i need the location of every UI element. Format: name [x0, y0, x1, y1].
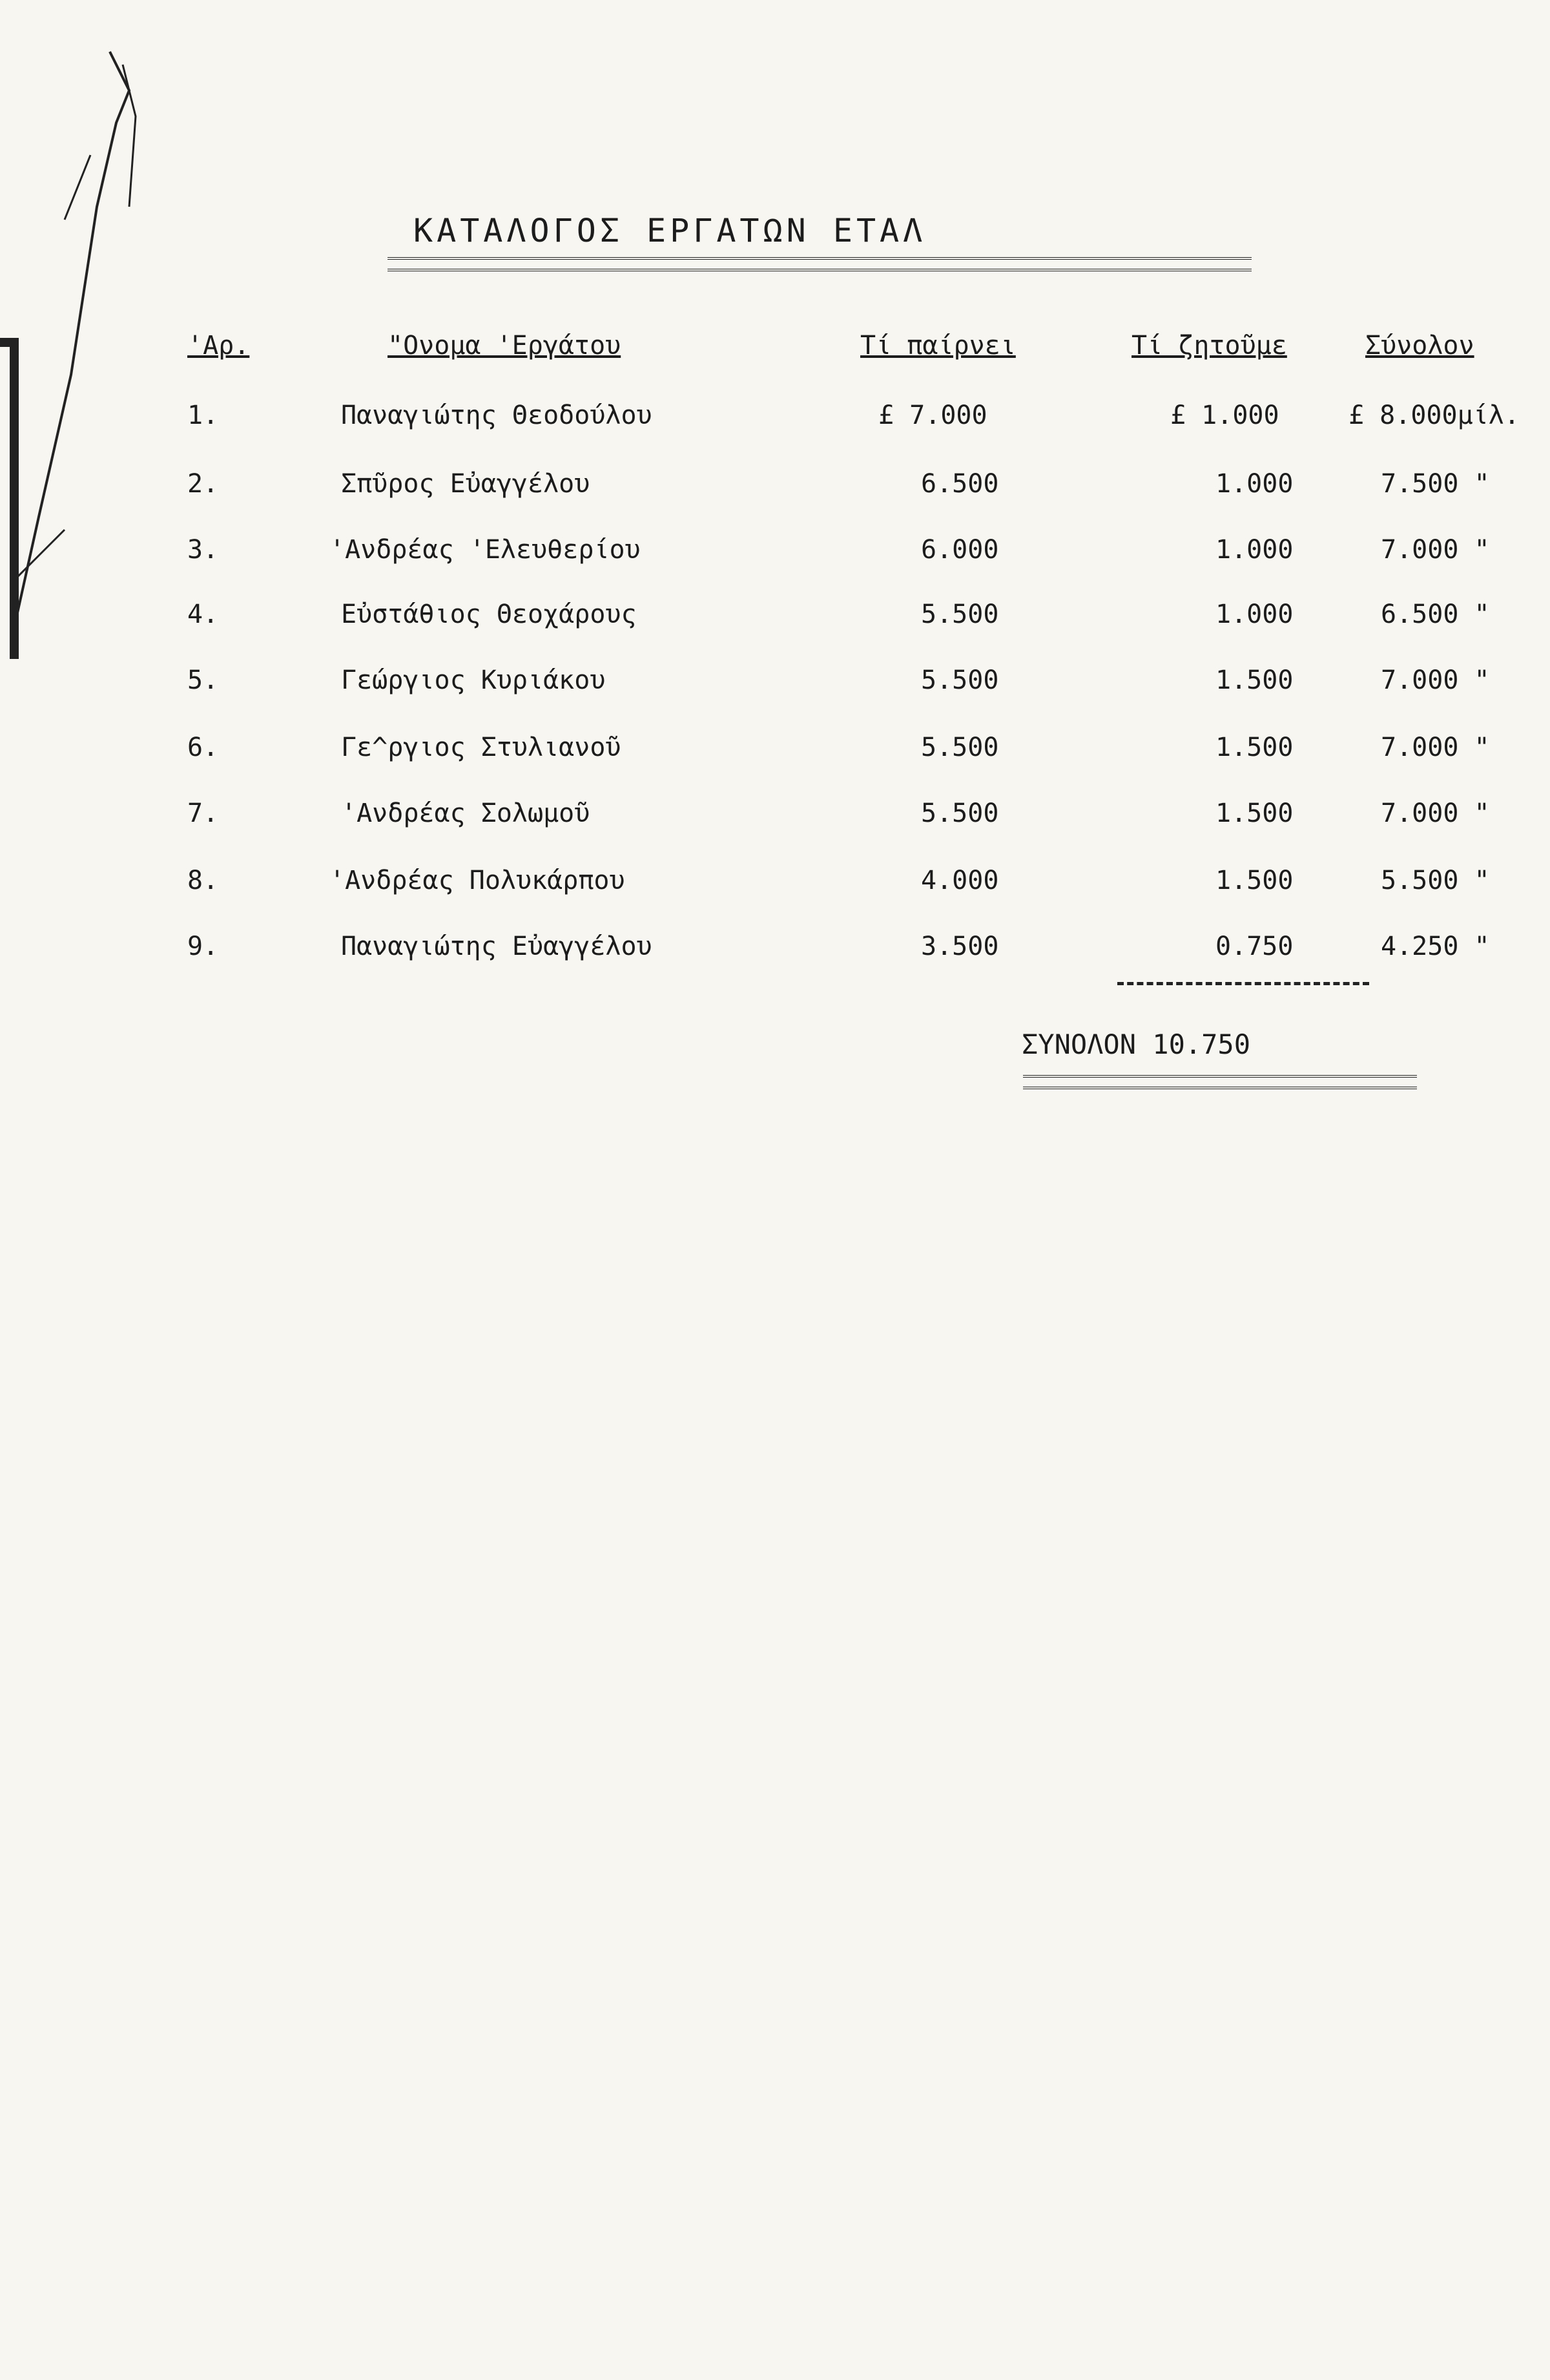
- row-number: 2.: [187, 469, 219, 499]
- row-number: 5.: [187, 665, 219, 695]
- earns-amount: 5.500: [921, 733, 999, 762]
- total-amount: 7.500 ": [1381, 469, 1490, 499]
- asks-amount: 1.000: [1215, 469, 1294, 499]
- asks-amount: 1.500: [1215, 665, 1294, 695]
- row-number: 1.: [187, 401, 219, 430]
- table-row: [0, 600, 1550, 638]
- row-number: 7.: [187, 799, 219, 828]
- table-row: [0, 665, 1550, 704]
- worker-name: 'Ανδρέας Πολυκάρπου: [329, 866, 625, 895]
- asks-amount: 0.750: [1215, 932, 1294, 961]
- earns-amount: £ 7.000: [878, 401, 987, 430]
- row-number: 4.: [187, 600, 219, 629]
- asks-amount: 1.500: [1215, 799, 1294, 828]
- worker-name: 'Ανδρέας 'Ελευθερίου: [329, 535, 641, 565]
- table-row: [0, 932, 1550, 970]
- table-row: [0, 799, 1550, 837]
- earns-amount: 5.500: [921, 799, 999, 828]
- asks-amount: £ 1.000: [1170, 401, 1279, 430]
- document-title: ΚΑΤΑΛΟΓΟΣ ΕΡΓΑΤΩΝ ΕΤΑΛ: [413, 212, 927, 249]
- row-number: 9.: [187, 932, 219, 961]
- total-amount: 6.500 ": [1381, 600, 1490, 629]
- asks-amount: 1.500: [1215, 866, 1294, 895]
- total-amount: 7.000 ": [1381, 535, 1490, 565]
- worker-name: Παναγιώτης Θεοδούλου: [341, 401, 652, 430]
- table-row: [0, 733, 1550, 771]
- worker-name: Γεώργιος Κυριάκου: [341, 665, 606, 695]
- header-number: 'Αρ.: [187, 331, 250, 360]
- asks-amount: 1.500: [1215, 733, 1294, 762]
- grand-total-double-underline: [1023, 1075, 1417, 1089]
- earns-amount: 6.500: [921, 469, 999, 499]
- total-amount: 4.250 ": [1381, 932, 1490, 961]
- asks-amount: 1.000: [1215, 535, 1294, 565]
- sum-rule: [1117, 982, 1369, 985]
- worker-name: Εὐστάθιος Θεοχάρους: [341, 600, 637, 629]
- total-amount: 5.500 ": [1381, 866, 1490, 895]
- table-row: [0, 401, 1550, 439]
- header-worker-name: "Ονομα 'Εργάτου: [388, 331, 621, 360]
- worker-name: 'Ανδρέας Σολωμοῦ: [341, 799, 590, 828]
- worker-name: Παναγιώτης Εὐαγγέλου: [341, 932, 652, 961]
- row-number: 8.: [187, 866, 219, 895]
- title-double-underline: [388, 257, 1252, 271]
- earns-amount: 5.500: [921, 600, 999, 629]
- total-amount: 7.000 ": [1381, 799, 1490, 828]
- header-earns: Τί παίρνει: [860, 331, 1016, 360]
- table-row: [0, 866, 1550, 904]
- earns-amount: 6.000: [921, 535, 999, 565]
- header-asks: Τί ζητοῦμε: [1132, 331, 1287, 360]
- earns-amount: 4.000: [921, 866, 999, 895]
- earns-amount: 3.500: [921, 932, 999, 961]
- worker-name: Γε^ργιος Στυλιανοῦ: [341, 733, 621, 762]
- earns-amount: 5.500: [921, 665, 999, 695]
- row-number: 3.: [187, 535, 219, 565]
- header-total: Σύνολον: [1365, 331, 1474, 360]
- worker-name: Σπῦρος Εὐαγγέλου: [341, 469, 590, 499]
- asks-amount: 1.000: [1215, 600, 1294, 629]
- grand-total: ΣΥΝΟΛΟΝ 10.750: [1022, 1028, 1251, 1060]
- row-number: 6.: [187, 733, 219, 762]
- total-amount: £ 8.000μίλ.: [1348, 401, 1520, 430]
- total-amount: 7.000 ": [1381, 665, 1490, 695]
- table-row: [0, 535, 1550, 574]
- total-amount: 7.000 ": [1381, 733, 1490, 762]
- table-row: [0, 469, 1550, 508]
